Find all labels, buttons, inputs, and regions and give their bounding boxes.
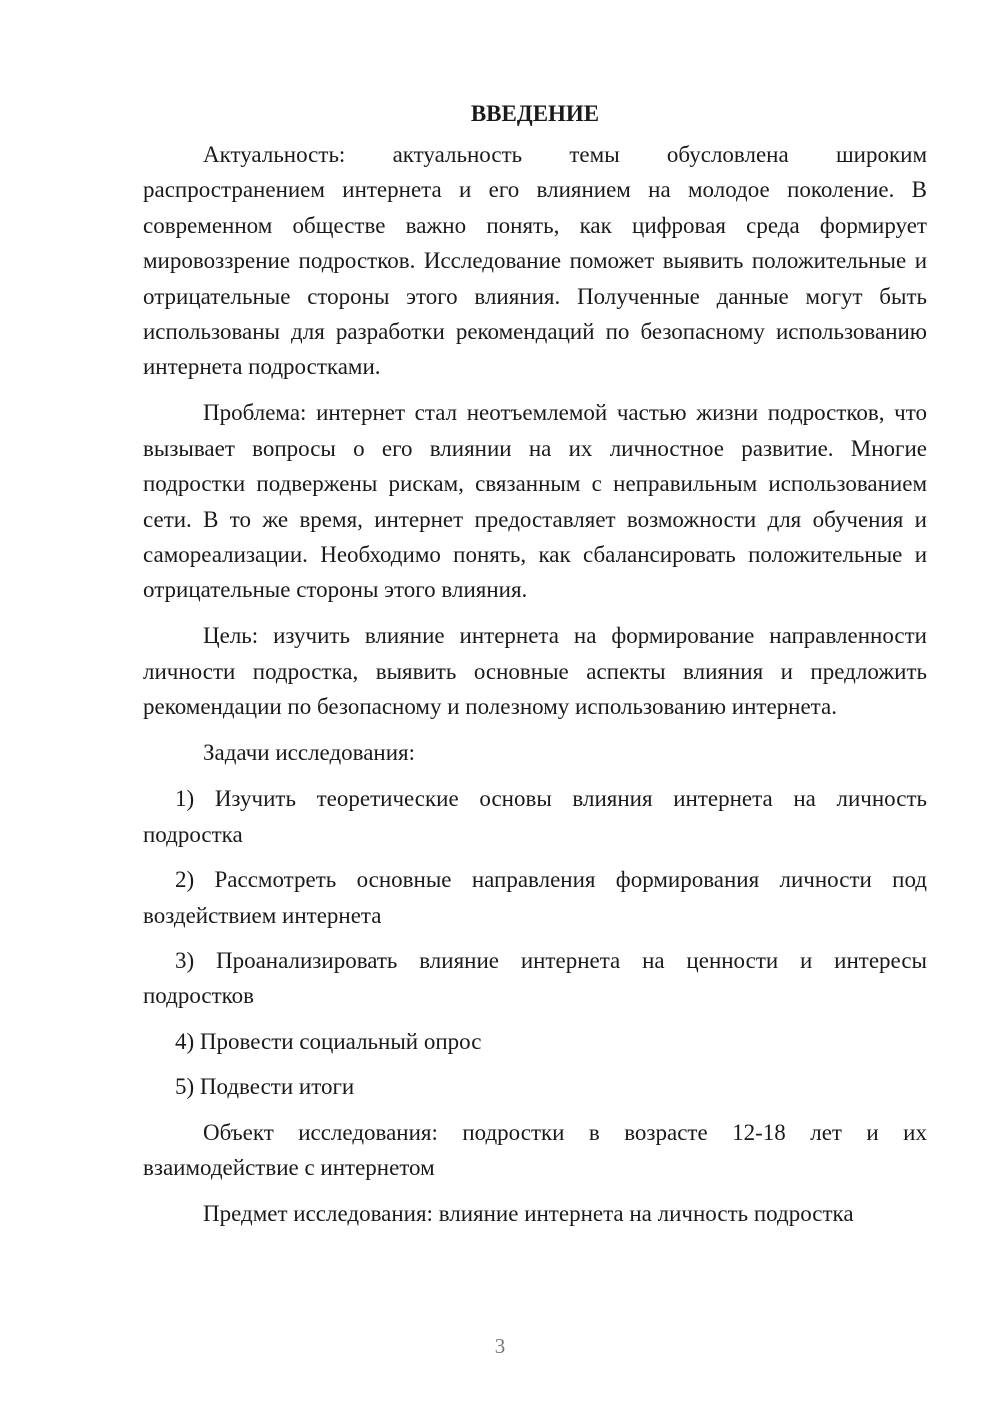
object-paragraph: Объект исследования: подростки в возрасте 12-18 лет и их взаимодействие с интернетом	[143, 1119, 927, 1180]
problem-paragraph: Проблема: интернет стал неотъемлемой частью жизни подростков, что вызывает вопросы о его влиянии на их личностное развитие. Многие подростки подвержены рискам, связанным с неправильным использованием сети. В то же время, интернет предоставляет возможности для обучения и самореализации. Необходимо понять, как сбалансировать положительные и отрицательные стороны этого влияния.	[143, 400, 927, 603]
task-item: 1) Изучить теоретические основы влияния интернета на личность подростка	[143, 786, 927, 847]
tasks-heading: Задачи исследования:	[203, 740, 416, 766]
task-item: 4) Провести социальный опрос	[175, 1028, 482, 1054]
tasks-list	[143, 781, 927, 1104]
page-number: 3	[494, 1334, 506, 1358]
task-item: 2) Рассмотреть основные направления формирования личности под воздействием интернета	[143, 867, 927, 928]
task-item: 3) Проанализировать влияние интернета на ценности и интересы подростков	[143, 947, 927, 1009]
section-title: ВВЕДЕНИЕ	[470, 101, 600, 126]
goal-paragraph: Цель: изучить влияние интернета на формирование направленности личности подростка, выявить основные аспекты влияния и предложить рекомендации по безопасному и полезному использованию интернета.	[143, 623, 927, 720]
relevance-paragraph: Актуальность: актуальность темы обусловлена широким распространением интернета и его влиянием на молодое поколение. В современном обществе важно понять, как цифровая среда формирует мировоззрение подростков. Исследование поможет выявить положительные и отрицательные стороны этого влияния. Полученные данные могут быть использованы для разработки рекомендаций по безопасному использованию интернета подростками.	[143, 142, 927, 380]
subject-paragraph: Предмет исследования: влияние интернета на личность подростка	[203, 1200, 854, 1226]
task-item: 5) Подвести итоги	[175, 1074, 355, 1100]
page-body	[143, 96, 927, 1242]
